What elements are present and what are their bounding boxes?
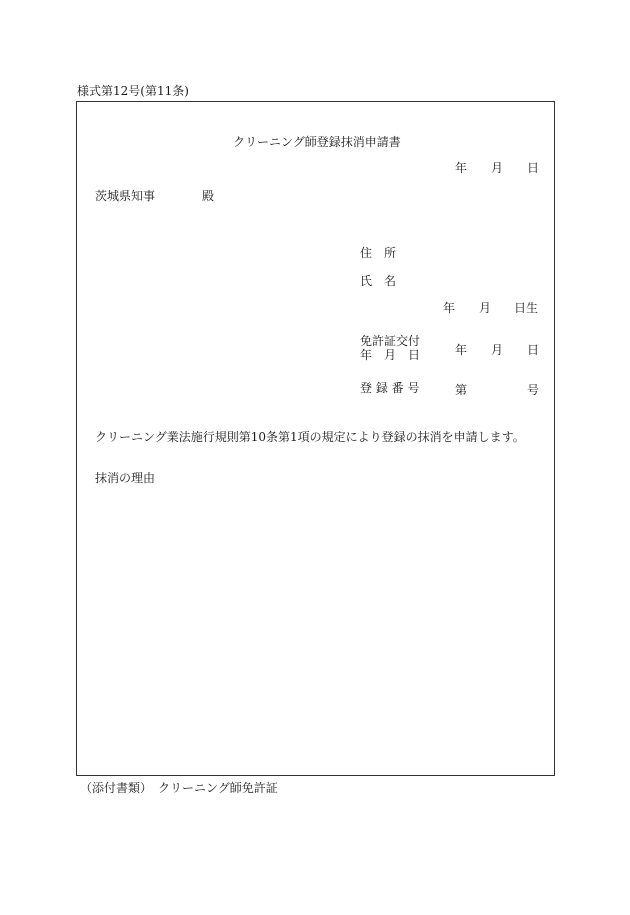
date-day-label: 日 [527, 161, 540, 175]
registration-prefix: 第 [455, 383, 468, 397]
addressee-honorific: 殿 [202, 189, 215, 203]
application-statement: クリーニング業法施行規則第10条第1項の規定により登録の抹消を申請します。 [95, 430, 525, 444]
license-month-label: 月 [491, 343, 504, 357]
date-month-label: 月 [491, 161, 504, 175]
license-date-label-line1: 免許証交付 [360, 334, 421, 348]
form-number: 様式第12号(第11条) [77, 84, 189, 98]
address-label: 住 所 [360, 246, 397, 260]
birth-month-label: 月 [479, 301, 492, 315]
license-year-label: 年 [455, 343, 468, 357]
form-title: クリーニング師登録抹消申請書 [233, 135, 401, 149]
date-year-label: 年 [455, 161, 468, 175]
name-label: 氏 名 [360, 274, 397, 288]
attachments-note: （添付書類） クリーニング師免許証 [80, 781, 278, 795]
license-day-label: 日 [527, 343, 540, 357]
registration-number-label: 登 録 番 号 [360, 381, 420, 395]
birth-day-label: 日生 [514, 301, 539, 315]
registration-suffix: 号 [527, 383, 540, 397]
birth-year-label: 年 [443, 301, 456, 315]
license-date-label-line2: 年 月 日 [360, 348, 421, 362]
reason-label: 抹消の理由 [95, 471, 156, 485]
addressee-name: 茨城県知事 [95, 189, 156, 203]
